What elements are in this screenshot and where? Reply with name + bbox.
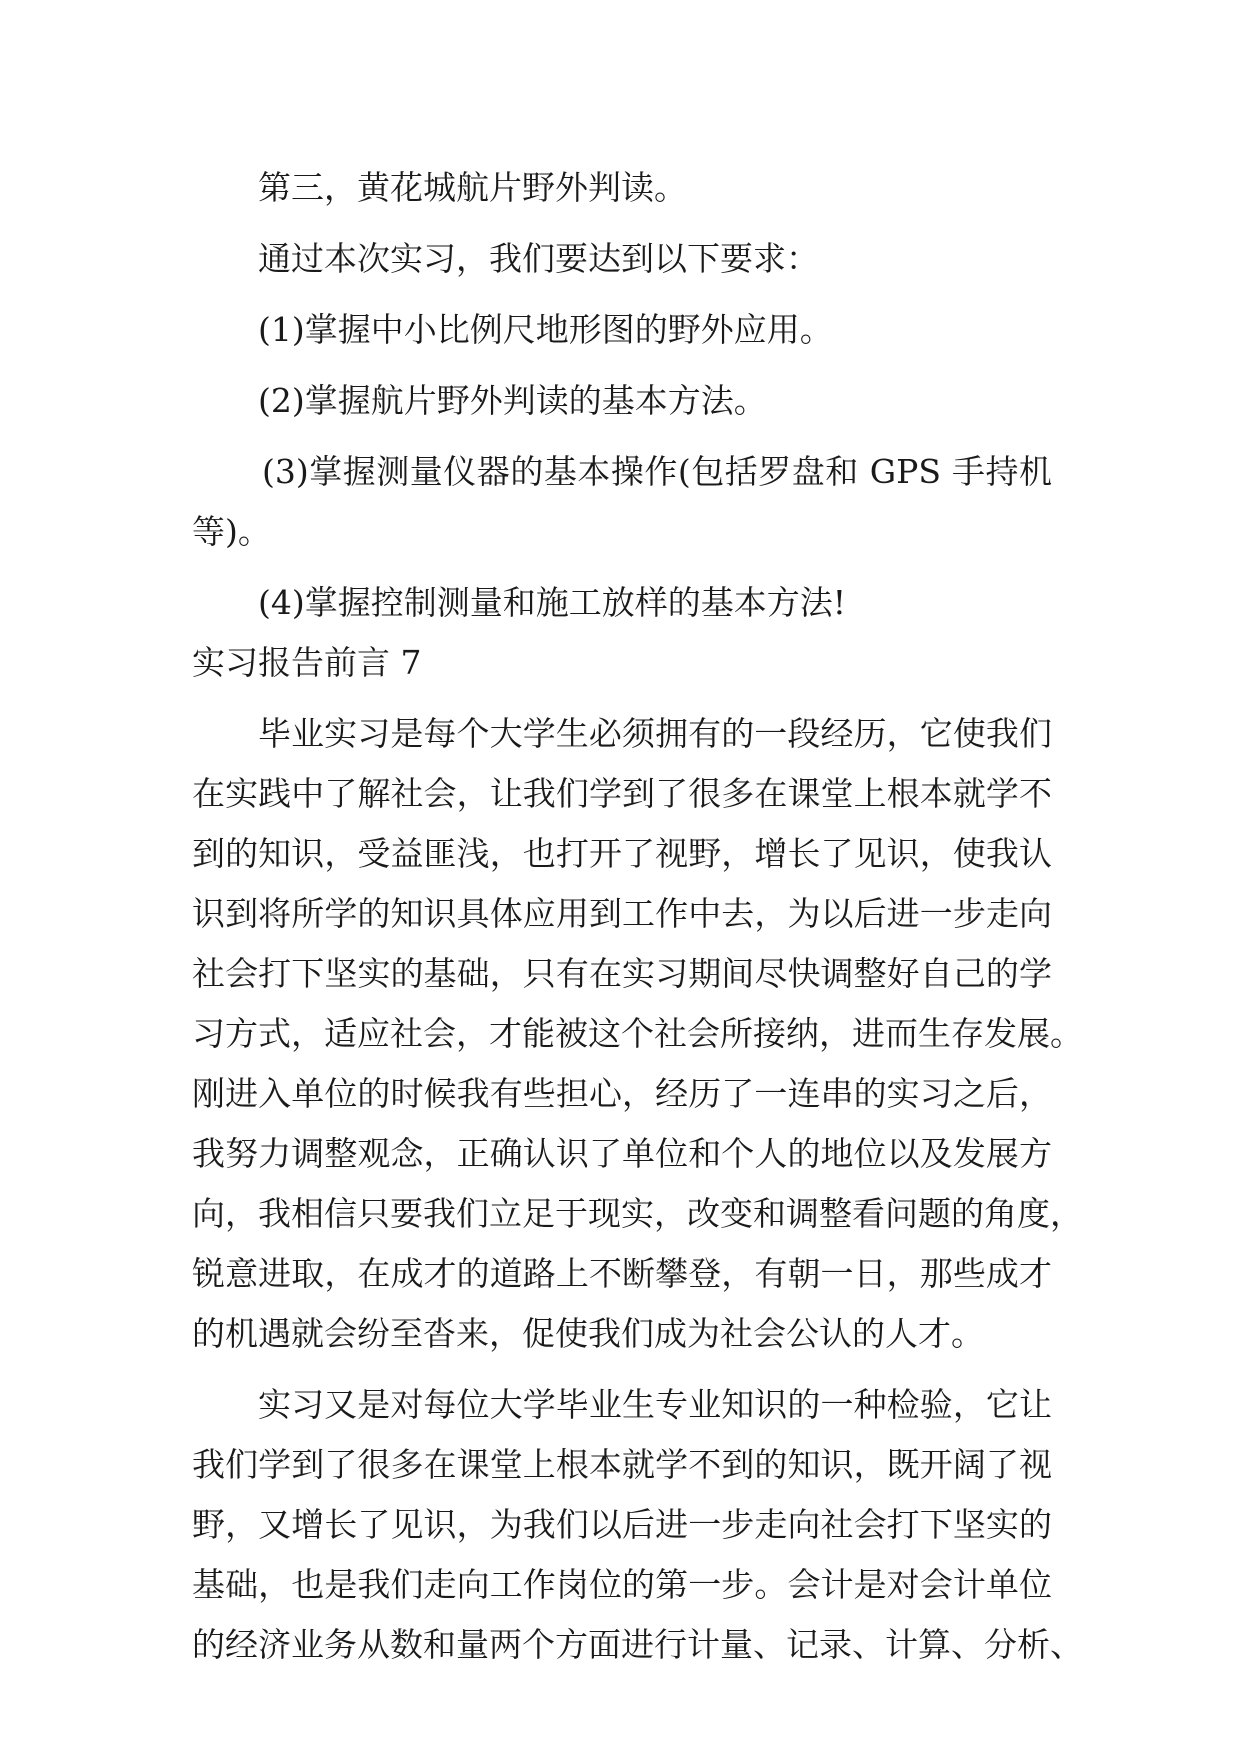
paragraph-line: 等)。 (192, 512, 271, 551)
list-item: (4)掌握控制测量和施工放样的基本方法! (258, 583, 847, 622)
list-item: (2)掌握航片野外判读的基本方法。 (258, 381, 767, 420)
paragraph-line: 基础，也是我们走向工作岗位的第一步。会计是对会计单位 (192, 1565, 1052, 1604)
paragraph-line: 到的知识，受益匪浅，也打开了视野，增长了见识，使我认 (192, 834, 1052, 873)
paragraph-line: 第三，黄花城航片野外判读。 (258, 168, 687, 207)
paragraph-line: 我努力调整观念，正确认识了单位和个人的地位以及发展方 (192, 1134, 1052, 1173)
section-heading: 实习报告前言 7 (192, 643, 422, 682)
list-item: (3)掌握测量仪器的基本操作(包括罗盘和 GPS 手持机 (262, 452, 1052, 491)
paragraph-line: 的经济业务从数和量两个方面进行计量、记录、计算、分析、 (192, 1625, 1083, 1664)
paragraph-line: 我们学到了很多在课堂上根本就学不到的知识，既开阔了视 (192, 1445, 1052, 1484)
paragraph-line: 野，又增长了见识，为我们以后进一步走向社会打下坚实的 (192, 1505, 1052, 1544)
paragraph-line: 在实践中了解社会，让我们学到了很多在课堂上根本就学不 (192, 774, 1052, 813)
paragraph-line: 刚进入单位的时候我有些担心，经历了一连串的实习之后， (192, 1074, 1052, 1113)
paragraph-line: 识到将所学的知识具体应用到工作中去，为以后进一步走向 (192, 894, 1052, 933)
paragraph-line: 社会打下坚实的基础，只有在实习期间尽快调整好自己的学 (192, 954, 1052, 993)
paragraph-line: 实习又是对每位大学毕业生专业知识的一种检验，它让 (258, 1385, 1052, 1424)
paragraph-line: 锐意进取，在成才的道路上不断攀登，有朝一日，那些成才 (192, 1254, 1052, 1293)
paragraph-line: 习方式，适应社会，才能被这个社会所接纳，进而生存发展。 (192, 1014, 1083, 1053)
paragraph-line: 通过本次实习，我们要达到以下要求： (258, 239, 819, 278)
list-item: (1)掌握中小比例尺地形图的野外应用。 (258, 310, 833, 349)
paragraph-line: 毕业实习是每个大学生必须拥有的一段经历，它使我们 (258, 714, 1052, 753)
paragraph-line: 的机遇就会纷至沓来，促使我们成为社会公认的人才。 (192, 1314, 984, 1353)
paragraph-line: 向，我相信只要我们立足于现实，改变和调整看问题的角度， (192, 1194, 1083, 1233)
